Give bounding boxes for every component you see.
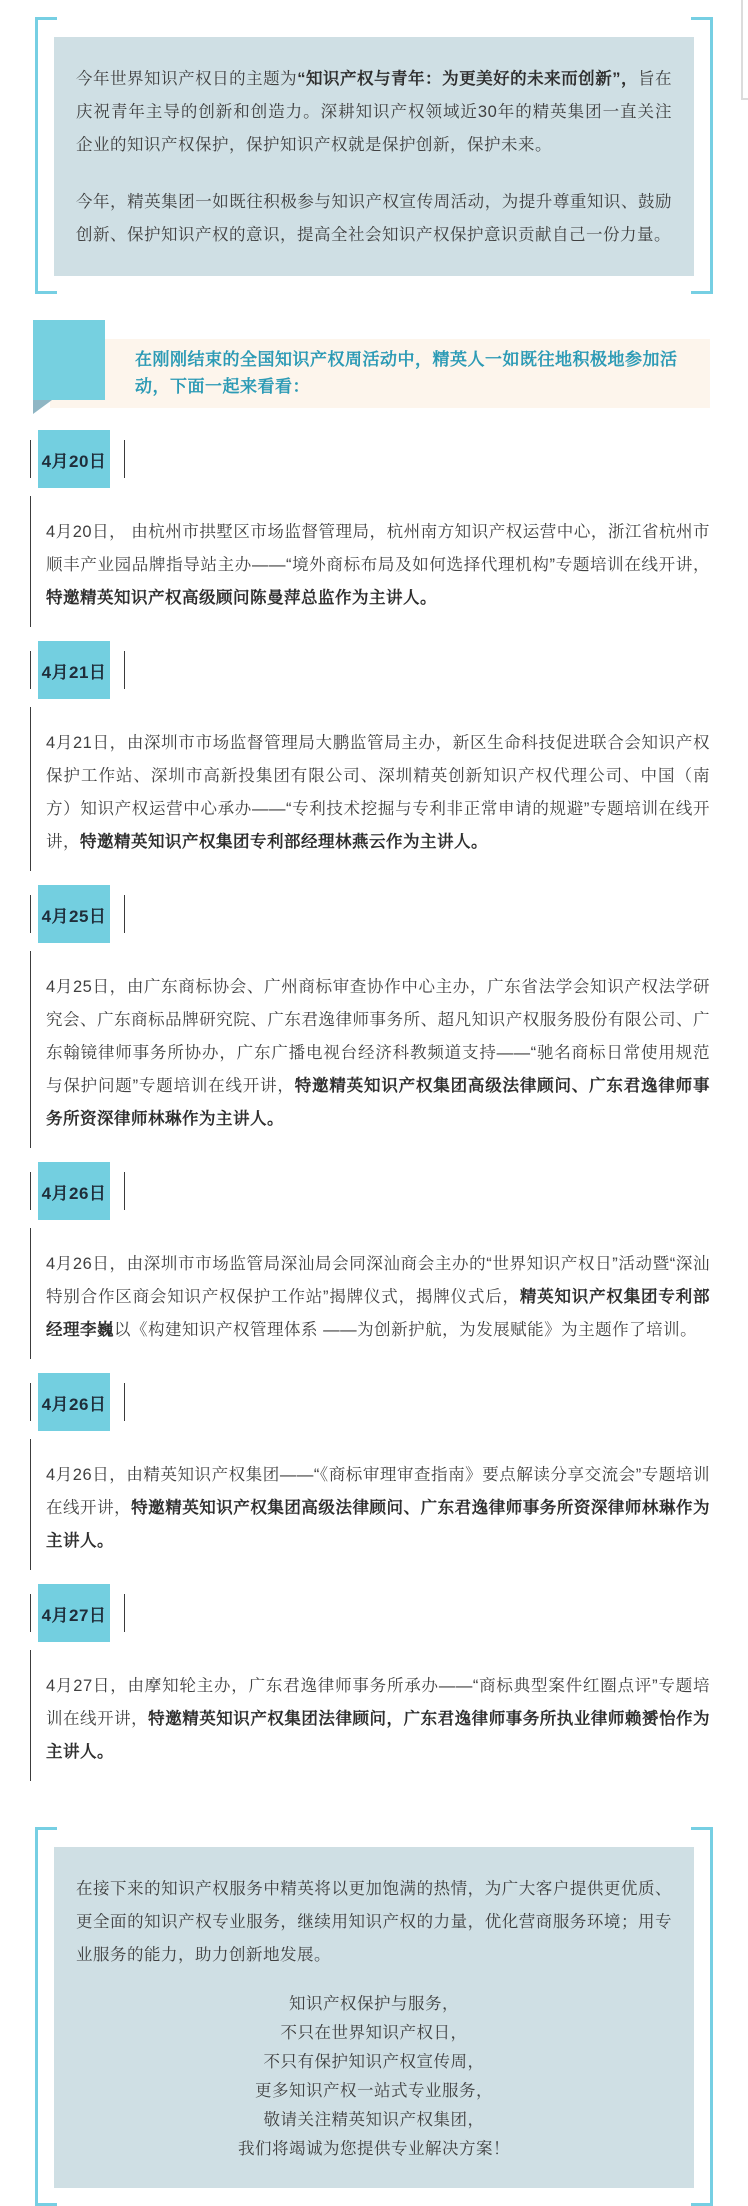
date-badge: 4月26日: [38, 1373, 110, 1431]
event-section-apr26-a: [30, 1162, 710, 1359]
intro-theme-bold: “知识产权与青年：为更美好的未来而创新”，: [297, 70, 638, 88]
event-paragraph: 4月26日，由精英知识产权集团——“《商标审理审查指南》要点解读分享交流会”专题培训在线开讲，特邀精英知识产权集团高级法律顾问、广东君逸律师事务所资深律师林琳作为主讲人。: [30, 1439, 710, 1570]
corner-bracket-top-left: [35, 17, 57, 20]
outro-text-box: [54, 1847, 694, 2188]
speaker-bold: 特邀精英知识产权集团专利部经理林燕云作为主讲人。: [80, 833, 488, 851]
event-paragraph: 4月25日，由广东商标协会、广州商标审查协作中心主办，广东省法学会知识产权法学研究会、广东商标品牌研究院、广东君逸律师事务所、超凡知识产权服务股份有限公司、广东翰镜律师事务所协办，广东广播电视台经济科教频道支持——“驰名商标日常使用规范与保护问题”专题培训在线开讲，特邀精英知识产权集团高级法律顾问、广东君逸律师事务所资深律师林琳作为主讲人。: [30, 951, 710, 1148]
date-tick-right: [124, 1172, 125, 1210]
date-tick-left: [30, 651, 31, 689]
date-header: [30, 885, 710, 943]
date-badge: 4月27日: [38, 1584, 110, 1642]
event-section-apr20: [30, 430, 710, 627]
date-tick-right: [124, 440, 125, 478]
event-section-apr27: [30, 1584, 710, 1781]
date-badge: 4月20日: [38, 430, 110, 488]
speech-bubble-icon: [33, 320, 105, 400]
event-paragraph: 4月20日， 由杭州市拱墅区市场监督管理局，杭州南方知识产权运营中心，浙江省杭州市顺丰产业园品牌指导站主办——“境外商标布局及如何选择代理机构”专题培训在线开讲，特邀精英知识产权高级顾问陈曼萍总监作为主讲人。: [30, 496, 710, 627]
date-badge: 4月26日: [38, 1162, 110, 1220]
corner-bracket-top-right: [691, 1827, 713, 1830]
date-badge: 4月21日: [38, 641, 110, 699]
slogan-line: 更多知识产权一站式专业服务，: [255, 2082, 493, 2100]
slogan-line: 不只有保护知识产权宣传周，: [263, 2053, 485, 2071]
date-tick-right: [124, 895, 125, 933]
speaker-bold: 精英知识产权集团专利部经理李巍: [46, 1288, 711, 1339]
date-tick-left: [30, 1383, 31, 1421]
date-tick-left: [30, 1172, 31, 1210]
speaker-bold: 特邀精英知识产权集团高级法律顾问、广东君逸律师事务所资深律师林琳作为主讲人。: [46, 1499, 711, 1550]
corner-bracket-bottom-right: [691, 291, 713, 294]
event-section-apr26-b: [30, 1373, 710, 1570]
date-tick-right: [124, 1594, 125, 1632]
speech-bubble-tail-icon: [33, 400, 52, 414]
outro-paragraph: 在接下来的知识产权服务中精英将以更加饱满的热情，为广大客户提供更优质、更全面的知识产权专业服务，继续用知识产权的力量，优化营商服务环境；用专业服务的能力，助力创新地发展。: [76, 1880, 672, 1964]
callout-banner: [33, 320, 710, 416]
date-header: [30, 430, 710, 488]
event-paragraph: 4月21日，由深圳市市场监督管理局大鹏监管局主办，新区生命科技促进联合会知识产权保护工作站、深圳市高新投集团有限公司、深圳精英创新知识产权代理公司、中国（南方）知识产权运营中心承办——“专利技术挖掘与专利非正常申请的规避”专题培训在线开讲，特邀精英知识产权集团专利部经理林燕云作为主讲人。: [30, 707, 710, 871]
date-tick-right: [124, 1383, 125, 1421]
outro-slogan-block: [76, 1990, 672, 2164]
intro-paragraph-2: 今年，精英集团一如既往积极参与知识产权宣传周活动，为提升尊重知识、鼓励创新、保护知识产权的意识，提高全社会知识产权保护意识贡献自己一份力量。: [76, 193, 672, 244]
date-tick-left: [30, 1594, 31, 1632]
intro-bracket-box: [35, 17, 713, 294]
event-section-apr21: [30, 641, 710, 871]
speaker-bold: 特邀精英知识产权集团法律顾问，广东君逸律师事务所执业律师赖赟怡作为主讲人。: [46, 1710, 711, 1761]
corner-bracket-bottom-left: [35, 291, 57, 294]
outro-bracket-box: [35, 1827, 713, 2206]
intro-text-box: [54, 37, 694, 276]
speaker-bold: 特邀精英知识产权高级顾问陈曼萍总监作为主讲人。: [46, 589, 437, 607]
event-paragraph: 4月26日，由深圳市市场监管局深汕局会同深汕商会主办的“世界知识产权日”活动暨“深汕特别合作区商会知识产权保护工作站”揭牌仪式，揭牌仪式后，精英知识产权集团专利部经理李巍以《构建知识产权管理体系 ——为创新护航，为发展赋能》为主题作了培训。: [30, 1228, 710, 1359]
callout-text: 在刚刚结束的全国知识产权周活动中，精英人一如既往地积极地参加活动，下面一起来看看：: [50, 339, 710, 408]
floating-widget-border-fragment: [741, 0, 748, 100]
date-tick-left: [30, 895, 31, 933]
date-header: [30, 1162, 710, 1220]
event-paragraph: 4月27日，由摩知轮主办，广东君逸律师事务所承办——“商标典型案件红圈点评”专题培训在线开讲，特邀精英知识产权集团法律顾问，广东君逸律师事务所执业律师赖赟怡作为主讲人。: [30, 1650, 710, 1781]
corner-bracket-top-right: [691, 17, 713, 20]
date-header: [30, 641, 710, 699]
date-tick-right: [124, 651, 125, 689]
date-badge: 4月25日: [38, 885, 110, 943]
slogan-line: 不只在世界知识产权日，: [280, 2024, 468, 2042]
date-header: [30, 1373, 710, 1431]
date-header: [30, 1584, 710, 1642]
date-tick-left: [30, 440, 31, 478]
event-section-apr25: [30, 885, 710, 1148]
slogan-line: 知识产权保护与服务，: [289, 1995, 459, 2013]
slogan-line: 我们将竭诚为您提供专业解决方案！: [238, 2140, 510, 2158]
speaker-bold: 特邀精英知识产权集团高级法律顾问、广东君逸律师事务所资深律师林琳作为主讲人。: [46, 1077, 710, 1128]
slogan-line: 敬请关注精英知识产权集团，: [263, 2111, 485, 2129]
intro-paragraph-1: 今年世界知识产权日的主题为“知识产权与青年：为更美好的未来而创新”，旨在庆祝青年主导的创新和创造力。深耕知识产权领域近30年的精英集团一直关注企业的知识产权保护，保护知识产权就是保护创新，保护未来。: [76, 70, 673, 154]
corner-bracket-top-left: [35, 1827, 57, 1830]
